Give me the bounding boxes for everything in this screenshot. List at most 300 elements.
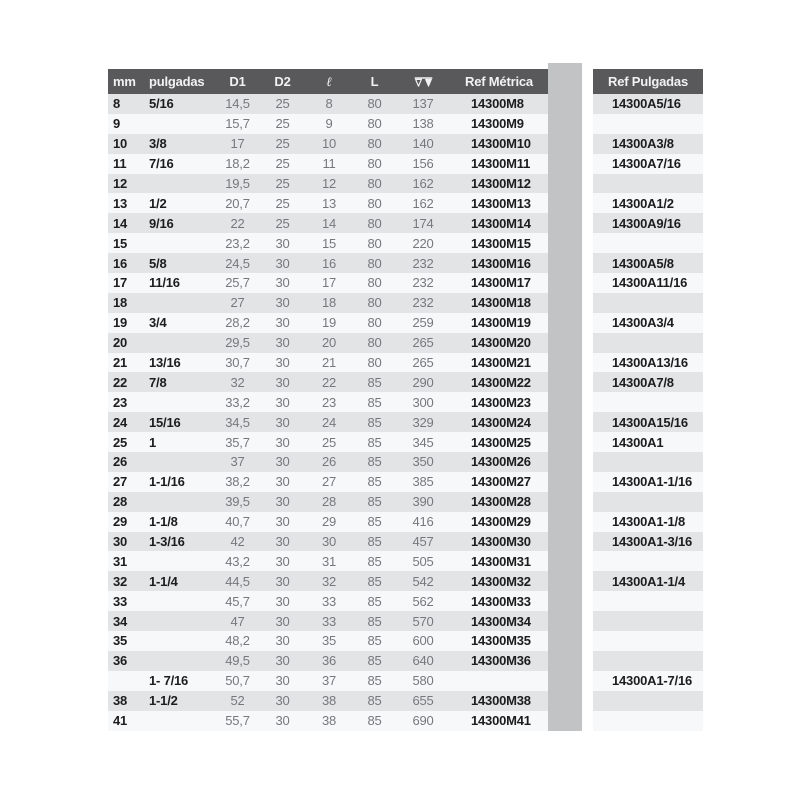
cell-d1: 47 xyxy=(230,613,245,629)
cell-ref_metrica: 14300M11 xyxy=(471,156,531,172)
cell-l_small: 27 xyxy=(321,474,337,490)
table-row xyxy=(108,651,548,671)
cell-mm: 25 xyxy=(113,434,128,450)
cell-l_big: 85 xyxy=(367,693,382,709)
cell-ref_metrica: 14300M34 xyxy=(471,613,531,629)
cell-d1: 27 xyxy=(230,295,245,311)
table-row xyxy=(108,233,548,253)
cell-l_small: 19 xyxy=(321,315,337,331)
cell-pulgadas: 7/8 xyxy=(149,374,167,390)
cell-d1: 24,5 xyxy=(225,255,250,271)
cell-l_small: 16 xyxy=(321,255,337,271)
cell-l_small: 28 xyxy=(321,494,337,510)
cell-d2: 30 xyxy=(275,295,290,311)
cell-ref_metrica: 14300M27 xyxy=(471,474,531,490)
cell-d1: 22 xyxy=(230,215,245,231)
cell-l_small: 11 xyxy=(322,156,336,172)
cell-d1: 33,2 xyxy=(225,394,250,410)
cell-ref-pulgadas xyxy=(593,611,703,631)
cell-l_big: 80 xyxy=(367,176,382,191)
cell-ref-pulgadas xyxy=(593,392,703,412)
table-row xyxy=(108,333,548,353)
cell-l_small: 14 xyxy=(321,215,337,231)
table-row xyxy=(108,253,548,273)
cell-d2: 25 xyxy=(275,195,290,211)
cell-weight: 162 xyxy=(412,176,434,191)
cell-l_small: 10 xyxy=(321,136,337,152)
cell-l_small: 33 xyxy=(321,593,337,609)
cell-pulgadas: 7/16 xyxy=(149,156,174,172)
cell-l_big: 85 xyxy=(367,474,382,490)
cell-ref_metrica: 14300M32 xyxy=(471,573,531,589)
cell-weight: 290 xyxy=(412,374,434,390)
cell-l_small: 29 xyxy=(321,514,337,530)
cell-d2: 30 xyxy=(275,514,290,530)
cell-mm: 41 xyxy=(113,713,128,729)
cell-weight: 232 xyxy=(412,295,434,311)
cell-l_small: 24 xyxy=(321,414,337,430)
cell-l_big: 80 xyxy=(367,195,382,211)
cell-mm: 15 xyxy=(113,235,128,251)
cell-pulgadas: 5/8 xyxy=(149,255,167,271)
cell-ref-pulgadas: 14300A1-1/16 xyxy=(593,472,703,492)
cell-ref-pulgadas xyxy=(593,293,703,313)
cell-l_small: 22 xyxy=(321,374,337,390)
cell-weight: 345 xyxy=(412,434,434,450)
cell-ref_metrica: 14300M24 xyxy=(471,414,531,430)
cell-d2: 25 xyxy=(275,136,290,152)
metric-table-body xyxy=(108,94,548,731)
cell-l_small: 23 xyxy=(321,394,337,410)
cell-pulgadas: 5/16 xyxy=(149,96,174,112)
cell-l_big: 85 xyxy=(367,534,382,550)
cell-d2: 25 xyxy=(275,156,290,172)
cell-pulgadas: 15/16 xyxy=(149,414,181,430)
cell-ref-pulgadas xyxy=(593,452,703,472)
table-row xyxy=(108,551,548,571)
cell-weight: 265 xyxy=(412,335,434,351)
cell-d1: 28,2 xyxy=(225,315,250,331)
cell-l_small: 32 xyxy=(321,573,337,589)
table-row xyxy=(108,293,548,313)
cell-d2: 30 xyxy=(275,255,290,271)
cell-weight: 542 xyxy=(412,573,434,589)
cell-l_big: 85 xyxy=(367,414,382,430)
cell-l_small: 18 xyxy=(321,295,337,311)
cell-weight: 140 xyxy=(412,136,434,152)
cell-l_big: 85 xyxy=(367,573,382,589)
cell-l_big: 85 xyxy=(367,394,382,410)
cell-d1: 32 xyxy=(230,374,245,390)
cell-ref-pulgadas: 14300A13/16 xyxy=(593,353,703,373)
cell-ref-pulgadas: 14300A1-1/4 xyxy=(593,571,703,591)
cell-d2: 30 xyxy=(275,593,290,609)
cell-weight: 600 xyxy=(412,633,434,649)
table-row xyxy=(108,313,548,333)
cell-l_big: 85 xyxy=(367,454,382,470)
cell-ref-pulgadas: 14300A3/8 xyxy=(593,134,703,154)
table-row xyxy=(108,94,548,114)
cell-mm: 28 xyxy=(113,494,128,510)
cell-mm: 36 xyxy=(113,653,128,669)
cell-ref_metrica: 14300M18 xyxy=(471,295,531,311)
cell-d1: 50,7 xyxy=(225,673,250,689)
cell-l_small: 15 xyxy=(321,235,337,251)
cell-mm: 17 xyxy=(113,275,128,291)
cell-l_small: 9 xyxy=(325,116,333,132)
table-row xyxy=(108,492,548,512)
cell-mm: 9 xyxy=(113,116,121,132)
cell-d2: 25 xyxy=(275,215,290,231)
table-row xyxy=(108,154,548,174)
table-row xyxy=(108,353,548,373)
cell-ref_metrica: 14300M23 xyxy=(471,394,531,410)
cell-ref-pulgadas: 14300A1-3/16 xyxy=(593,532,703,552)
cell-ref-pulgadas xyxy=(593,651,703,671)
cell-weight: 138 xyxy=(412,116,434,132)
cell-l_big: 85 xyxy=(367,613,382,629)
cell-weight: 570 xyxy=(412,613,434,629)
cell-l_small: 17 xyxy=(321,275,337,291)
cell-d2: 30 xyxy=(275,494,290,510)
cell-ref_metrica: 14300M33 xyxy=(471,593,531,609)
cell-pulgadas: 11/16 xyxy=(149,275,180,291)
cell-d2: 30 xyxy=(275,613,290,629)
table-row xyxy=(108,372,548,392)
cell-mm: 13 xyxy=(113,195,128,211)
cell-pulgadas: 1-1/4 xyxy=(149,573,178,589)
cell-ref_metrica: 14300M16 xyxy=(471,255,531,271)
inches-ref-table xyxy=(593,69,703,731)
cell-d1: 30,7 xyxy=(225,355,250,371)
cell-mm: 33 xyxy=(113,593,128,609)
cell-mm: 8 xyxy=(113,96,121,112)
cell-l_small: 21 xyxy=(321,355,337,371)
cell-mm: 38 xyxy=(113,693,128,709)
cell-d2: 30 xyxy=(275,434,290,450)
cell-l_small: 38 xyxy=(321,713,337,729)
cell-d2: 30 xyxy=(275,673,290,689)
cell-weight: 385 xyxy=(412,474,434,490)
table-row xyxy=(108,273,548,293)
cell-d2: 25 xyxy=(275,96,290,112)
cell-ref_metrica: 14300M19 xyxy=(471,315,531,331)
cell-l_big: 85 xyxy=(367,514,382,530)
cell-d1: 20,7 xyxy=(225,195,250,211)
cell-l_small: 26 xyxy=(321,454,337,470)
table-row xyxy=(108,174,548,194)
cell-ref_metrica: 14300M12 xyxy=(471,176,531,191)
cell-l_big: 80 xyxy=(367,355,382,371)
cell-d1: 35,7 xyxy=(225,434,250,450)
cell-l_small: 20 xyxy=(321,335,337,351)
cell-d2: 25 xyxy=(275,176,290,191)
cell-d1: 23,2 xyxy=(225,235,250,251)
cell-mm: 31 xyxy=(113,553,128,569)
cell-d2: 30 xyxy=(275,693,290,709)
cell-weight: 300 xyxy=(412,394,434,410)
col-header-d2: D2 xyxy=(274,74,291,89)
cell-d2: 30 xyxy=(275,534,290,550)
cell-ref-pulgadas: 14300A1/2 xyxy=(593,193,703,213)
cell-ref-pulgadas xyxy=(593,711,703,731)
cell-l_big: 80 xyxy=(367,255,382,271)
cell-ref-pulgadas: 14300A15/16 xyxy=(593,412,703,432)
cell-d1: 38,2 xyxy=(225,474,250,490)
cell-d2: 30 xyxy=(275,374,290,390)
cell-mm: 16 xyxy=(113,255,128,271)
cell-weight: 329 xyxy=(412,414,434,430)
col-header-ref-metrica: Ref Métrica xyxy=(465,74,533,89)
cell-l_big: 80 xyxy=(367,275,382,291)
table-row xyxy=(108,412,548,432)
cell-l_small: 13 xyxy=(321,195,337,211)
cell-ref-pulgadas xyxy=(593,551,703,571)
col-header-d1: D1 xyxy=(229,74,246,89)
cell-ref_metrica: 14300M21 xyxy=(471,355,531,371)
cell-mm: 20 xyxy=(113,335,128,351)
table-row xyxy=(108,571,548,591)
cell-d1: 42 xyxy=(230,534,245,550)
table-row xyxy=(108,512,548,532)
cell-d2: 30 xyxy=(275,454,290,470)
cell-l_small: 37 xyxy=(321,673,337,689)
cell-mm: 22 xyxy=(113,374,128,390)
table-row xyxy=(108,452,548,472)
cell-mm: 23 xyxy=(113,394,128,410)
cell-weight: 259 xyxy=(412,315,434,331)
cell-weight: 265 xyxy=(412,355,434,371)
cell-weight: 232 xyxy=(412,275,434,291)
table-row xyxy=(108,611,548,631)
cell-weight: 640 xyxy=(412,653,434,669)
cell-d2: 30 xyxy=(275,653,290,669)
cell-l_big: 80 xyxy=(367,295,382,311)
table-row xyxy=(108,591,548,611)
cell-ref-pulgadas: 14300A1 xyxy=(593,432,703,452)
table-row xyxy=(108,631,548,651)
cell-l_big: 85 xyxy=(367,553,382,569)
cell-d1: 17 xyxy=(230,136,245,152)
cell-l_small: 38 xyxy=(321,693,337,709)
cell-mm: 26 xyxy=(113,454,128,470)
cell-d2: 30 xyxy=(275,315,290,331)
cell-d2: 30 xyxy=(275,573,290,589)
cell-ref_metrica: 14300M38 xyxy=(471,693,531,709)
cell-l_big: 85 xyxy=(367,593,382,609)
table-row xyxy=(108,432,548,452)
cell-d2: 30 xyxy=(275,394,290,410)
table-row xyxy=(108,114,548,134)
cell-weight: 416 xyxy=(412,514,434,530)
cell-d2: 30 xyxy=(275,553,290,569)
cell-d1: 43,2 xyxy=(225,553,250,569)
cell-ref-pulgadas: 14300A1-7/16 xyxy=(593,671,703,691)
cell-weight: 390 xyxy=(412,494,434,510)
cell-d2: 30 xyxy=(275,633,290,649)
cell-d1: 39,5 xyxy=(225,494,250,510)
table-row xyxy=(108,532,548,552)
cell-d1: 34,5 xyxy=(225,414,250,430)
cell-mm: 34 xyxy=(113,613,128,629)
cell-d1: 49,5 xyxy=(225,653,250,669)
cell-l_big: 80 xyxy=(367,215,382,231)
cell-l_big: 85 xyxy=(367,374,382,390)
col-header-pulgadas: pulgadas xyxy=(149,74,205,89)
cell-ref_metrica: 14300M14 xyxy=(471,215,531,231)
cell-l_big: 85 xyxy=(367,633,382,649)
cell-mm: 12 xyxy=(113,176,128,191)
cell-weight: 174 xyxy=(412,215,434,231)
cell-ref_metrica: 14300M36 xyxy=(471,653,531,669)
cell-d1: 18,2 xyxy=(225,156,250,172)
cell-mm: 18 xyxy=(113,295,128,311)
cell-pulgadas: 3/8 xyxy=(149,136,167,152)
cell-mm: 11 xyxy=(113,156,127,172)
cell-d2: 30 xyxy=(275,713,290,729)
cell-weight: 220 xyxy=(412,235,434,251)
cell-l_big: 80 xyxy=(367,315,382,331)
balance-scale-icon xyxy=(414,76,433,88)
col-header-ref-pulgadas: Ref Pulgadas xyxy=(593,69,703,94)
cell-d2: 30 xyxy=(275,275,290,291)
cell-ref_metrica: 14300M10 xyxy=(471,136,531,152)
cell-l_small: 8 xyxy=(325,96,333,112)
cell-ref_metrica: 14300M13 xyxy=(471,195,531,211)
cell-d2: 30 xyxy=(275,414,290,430)
cell-ref_metrica: 14300M26 xyxy=(471,454,531,470)
cell-ref-pulgadas: 14300A9/16 xyxy=(593,213,703,233)
cell-l_big: 80 xyxy=(367,96,382,112)
cell-mm: 14 xyxy=(113,215,128,231)
cell-d1: 25,7 xyxy=(225,275,250,291)
cell-d1: 19,5 xyxy=(225,176,250,191)
cell-ref_metrica: 14300M41 xyxy=(471,713,531,729)
cell-ref_metrica: 14300M9 xyxy=(471,116,524,132)
cell-l_big: 80 xyxy=(367,136,382,152)
cell-l_big: 85 xyxy=(367,713,382,729)
cell-weight: 137 xyxy=(412,96,434,112)
cell-d2: 30 xyxy=(275,235,290,251)
cell-weight: 162 xyxy=(412,195,434,211)
cell-l_big: 85 xyxy=(367,434,382,450)
cell-ref-pulgadas xyxy=(593,333,703,353)
cell-l_big: 85 xyxy=(367,494,382,510)
cell-l_small: 36 xyxy=(321,653,337,669)
cell-pulgadas: 1-1/8 xyxy=(149,514,178,530)
cell-ref_metrica: 14300M25 xyxy=(471,434,531,450)
cell-weight: 562 xyxy=(412,593,434,609)
cell-ref-pulgadas: 14300A7/8 xyxy=(593,372,703,392)
cell-ref_metrica: 14300M20 xyxy=(471,335,531,351)
cell-l_big: 80 xyxy=(367,156,382,172)
table-row xyxy=(108,134,548,154)
cell-ref_metrica: 14300M22 xyxy=(471,374,531,390)
cell-mm: 21 xyxy=(113,355,128,371)
cell-pulgadas: 1- 7/16 xyxy=(149,673,189,689)
cell-l_big: 85 xyxy=(367,653,382,669)
cell-mm: 24 xyxy=(113,414,128,430)
cell-weight: 232 xyxy=(412,255,434,271)
cell-pulgadas: 1-1/2 xyxy=(149,693,178,709)
cell-d2: 30 xyxy=(275,335,290,351)
cell-weight: 350 xyxy=(412,454,434,470)
cell-ref-pulgadas: 14300A1-1/8 xyxy=(593,512,703,532)
cell-ref-pulgadas xyxy=(593,174,703,194)
cell-ref-pulgadas xyxy=(593,492,703,512)
table-row xyxy=(108,711,548,731)
cell-ref-pulgadas: 14300A5/16 xyxy=(593,94,703,114)
cell-d1: 40,7 xyxy=(225,514,250,530)
cell-d2: 25 xyxy=(275,116,290,132)
cell-l_small: 35 xyxy=(321,633,337,649)
table-row xyxy=(108,392,548,412)
cell-ref_metrica: 14300M15 xyxy=(471,235,531,251)
table-row xyxy=(108,472,548,492)
cell-ref_metrica: 14300M28 xyxy=(471,494,531,510)
cell-d1: 15,7 xyxy=(225,116,250,132)
cell-weight: 156 xyxy=(412,156,434,172)
cell-l_big: 80 xyxy=(367,116,382,132)
table-row xyxy=(108,213,548,233)
cell-ref-pulgadas xyxy=(593,233,703,253)
inches-ref-table-body xyxy=(593,94,703,731)
cell-l_small: 33 xyxy=(321,613,337,629)
cell-mm: 10 xyxy=(113,136,128,152)
cell-pulgadas: 1-1/16 xyxy=(149,474,185,490)
cell-ref_metrica: 14300M31 xyxy=(471,553,531,569)
cell-d1: 45,7 xyxy=(225,593,250,609)
table-row xyxy=(108,193,548,213)
cell-mm: 19 xyxy=(113,315,128,331)
cell-ref-pulgadas: 14300A11/16 xyxy=(593,273,703,293)
cell-l_big: 80 xyxy=(367,235,382,251)
cell-pulgadas: 13/16 xyxy=(149,355,181,371)
cell-pulgadas: 9/16 xyxy=(149,215,174,231)
cell-ref-pulgadas xyxy=(593,591,703,611)
cell-weight: 505 xyxy=(412,553,434,569)
cell-ref_metrica: 14300M8 xyxy=(471,96,524,112)
cell-weight: 457 xyxy=(412,534,434,550)
cell-weight: 690 xyxy=(412,713,434,729)
cell-pulgadas: 1/2 xyxy=(149,195,167,211)
cell-ref-pulgadas xyxy=(593,631,703,651)
cell-mm: 30 xyxy=(113,534,128,550)
cell-ref-pulgadas xyxy=(593,114,703,134)
cell-l_big: 80 xyxy=(367,335,382,351)
cell-ref_metrica: 14300M17 xyxy=(471,275,531,291)
cell-d1: 44,5 xyxy=(225,573,250,589)
cell-d1: 52 xyxy=(230,693,245,709)
cell-ref_metrica: 14300M29 xyxy=(471,514,531,530)
divider-bar xyxy=(548,63,582,731)
cell-mm: 35 xyxy=(113,633,128,649)
cell-d1: 37 xyxy=(230,454,245,470)
cell-ref-pulgadas: 14300A7/16 xyxy=(593,154,703,174)
cell-l_big: 85 xyxy=(367,673,382,689)
cell-ref-pulgadas xyxy=(593,691,703,711)
cell-pulgadas: 1-3/16 xyxy=(149,534,185,550)
cell-l_small: 12 xyxy=(321,176,337,191)
cell-ref_metrica: 14300M35 xyxy=(471,633,531,649)
cell-d1: 29,5 xyxy=(225,335,250,351)
cell-d2: 30 xyxy=(275,474,290,490)
cell-d1: 14,5 xyxy=(225,96,250,112)
cell-l_small: 31 xyxy=(321,553,337,569)
cell-ref-pulgadas: 14300A5/8 xyxy=(593,253,703,273)
table-row xyxy=(108,671,548,691)
col-header-weight xyxy=(396,76,450,88)
